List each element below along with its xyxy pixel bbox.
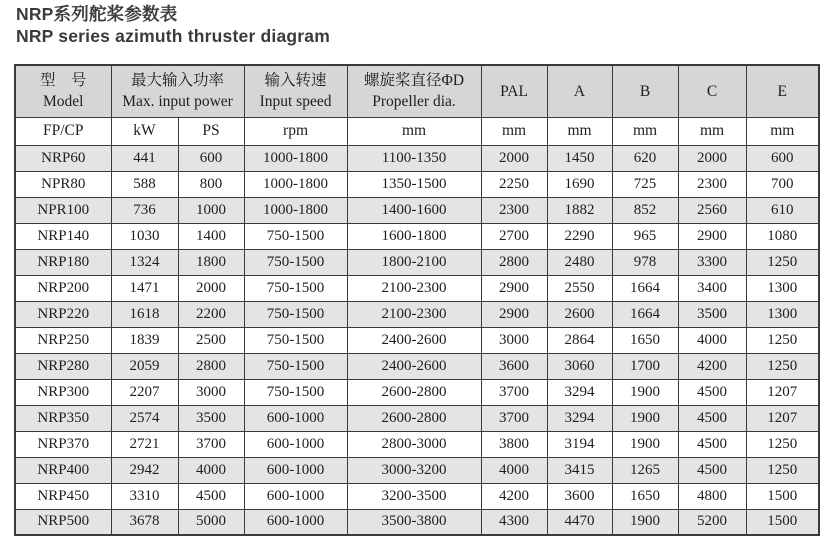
value-cell: 2800 <box>481 249 547 275</box>
value-cell: 3600 <box>481 353 547 379</box>
value-cell: 1690 <box>547 171 612 197</box>
value-cell: 4200 <box>678 353 746 379</box>
col-header-b: B <box>612 65 678 117</box>
value-cell: 3500 <box>678 301 746 327</box>
units-cell-kw: kW <box>111 117 178 145</box>
model-cell: NRP180 <box>15 249 111 275</box>
value-cell: 3678 <box>111 509 178 535</box>
value-cell: 2400-2600 <box>347 327 481 353</box>
value-cell: 3294 <box>547 379 612 405</box>
value-cell: 2207 <box>111 379 178 405</box>
value-cell: 4500 <box>678 379 746 405</box>
value-cell: 2900 <box>481 275 547 301</box>
value-cell: 2942 <box>111 457 178 483</box>
value-cell: 2000 <box>178 275 244 301</box>
value-cell: 725 <box>612 171 678 197</box>
value-cell: 1839 <box>111 327 178 353</box>
model-cell: NRP370 <box>15 431 111 457</box>
value-cell: 1080 <box>746 223 819 249</box>
value-cell: 1900 <box>612 379 678 405</box>
col-header-propeller-dia-zh: 螺旋桨直径ΦD <box>364 72 465 90</box>
value-cell: 3000 <box>178 379 244 405</box>
value-cell: 1900 <box>612 431 678 457</box>
model-cell: NRP140 <box>15 223 111 249</box>
col-header-input-speed <box>244 65 347 117</box>
table-row <box>15 275 819 301</box>
col-header-input-speed-en: Input speed <box>259 93 332 111</box>
value-cell: 3600 <box>547 483 612 509</box>
value-cell: 750-1500 <box>244 249 347 275</box>
page-header <box>0 0 830 47</box>
value-cell: 3800 <box>481 431 547 457</box>
units-cell-e-mm: mm <box>746 117 819 145</box>
col-header-propeller-dia-en: Propeller dia. <box>372 93 456 111</box>
units-cell-ps: PS <box>178 117 244 145</box>
value-cell: 1000-1800 <box>244 145 347 171</box>
value-cell: 750-1500 <box>244 301 347 327</box>
value-cell: 1250 <box>746 249 819 275</box>
value-cell: 1500 <box>746 509 819 535</box>
col-header-max-input-power-en: Max. input power <box>122 93 233 111</box>
value-cell: 1650 <box>612 327 678 353</box>
value-cell: 4500 <box>678 457 746 483</box>
model-cell: NPR100 <box>15 197 111 223</box>
value-cell: 4000 <box>178 457 244 483</box>
value-cell: 3194 <box>547 431 612 457</box>
table-row <box>15 353 819 379</box>
col-header-c: C <box>678 65 746 117</box>
value-cell: 2600 <box>547 301 612 327</box>
value-cell: 4300 <box>481 509 547 535</box>
page-title-zh: NRP系列舵桨参数表 <box>16 4 178 24</box>
units-cell-model: FP/CP <box>15 117 111 145</box>
value-cell: 3700 <box>481 379 547 405</box>
value-cell: 1600-1800 <box>347 223 481 249</box>
value-cell: 2059 <box>111 353 178 379</box>
value-cell: 1250 <box>746 353 819 379</box>
value-cell: 1300 <box>746 275 819 301</box>
col-header-max-input-power <box>111 65 244 117</box>
value-cell: 4500 <box>178 483 244 509</box>
units-row <box>15 117 819 145</box>
value-cell: 2000 <box>678 145 746 171</box>
value-cell: 3700 <box>178 431 244 457</box>
value-cell: 600-1000 <box>244 483 347 509</box>
value-cell: 2600-2800 <box>347 405 481 431</box>
col-header-pal: PAL <box>481 65 547 117</box>
value-cell: 441 <box>111 145 178 171</box>
model-cell: NRP220 <box>15 301 111 327</box>
value-cell: 1800-2100 <box>347 249 481 275</box>
model-cell: NRP400 <box>15 457 111 483</box>
value-cell: 1450 <box>547 145 612 171</box>
value-cell: 1030 <box>111 223 178 249</box>
value-cell: 4800 <box>678 483 746 509</box>
col-header-input-speed-zh: 输入转速 <box>264 72 327 90</box>
table-row <box>15 483 819 509</box>
table-row <box>15 405 819 431</box>
value-cell: 2100-2300 <box>347 275 481 301</box>
value-cell: 1250 <box>746 457 819 483</box>
value-cell: 4500 <box>678 405 746 431</box>
value-cell: 1207 <box>746 379 819 405</box>
value-cell: 700 <box>746 171 819 197</box>
model-cell: NRP200 <box>15 275 111 301</box>
value-cell: 3000-3200 <box>347 457 481 483</box>
value-cell: 4000 <box>678 327 746 353</box>
value-cell: 2574 <box>111 405 178 431</box>
value-cell: 2560 <box>678 197 746 223</box>
value-cell: 1300 <box>746 301 819 327</box>
units-cell-pal-mm: mm <box>481 117 547 145</box>
units-cell-propeller-mm: mm <box>347 117 481 145</box>
value-cell: 2290 <box>547 223 612 249</box>
value-cell: 965 <box>612 223 678 249</box>
value-cell: 600-1000 <box>244 509 347 535</box>
value-cell: 3310 <box>111 483 178 509</box>
value-cell: 2900 <box>481 301 547 327</box>
table-row <box>15 223 819 249</box>
value-cell: 1000-1800 <box>244 197 347 223</box>
value-cell: 3000 <box>481 327 547 353</box>
value-cell: 750-1500 <box>244 275 347 301</box>
value-cell: 610 <box>746 197 819 223</box>
value-cell: 3500-3800 <box>347 509 481 535</box>
value-cell: 3700 <box>481 405 547 431</box>
value-cell: 1471 <box>111 275 178 301</box>
units-cell-c-mm: mm <box>678 117 746 145</box>
value-cell: 588 <box>111 171 178 197</box>
value-cell: 750-1500 <box>244 353 347 379</box>
value-cell: 2800 <box>178 353 244 379</box>
value-cell: 620 <box>612 145 678 171</box>
value-cell: 3415 <box>547 457 612 483</box>
value-cell: 978 <box>612 249 678 275</box>
value-cell: 1207 <box>746 405 819 431</box>
value-cell: 800 <box>178 171 244 197</box>
value-cell: 3060 <box>547 353 612 379</box>
value-cell: 1250 <box>746 431 819 457</box>
value-cell: 1882 <box>547 197 612 223</box>
table-row <box>15 197 819 223</box>
value-cell: 1664 <box>612 275 678 301</box>
value-cell: 2250 <box>481 171 547 197</box>
value-cell: 2900 <box>678 223 746 249</box>
value-cell: 600 <box>178 145 244 171</box>
model-cell: NRP60 <box>15 145 111 171</box>
value-cell: 4470 <box>547 509 612 535</box>
header-row <box>15 65 819 117</box>
col-header-model-zh: 型 号 <box>39 72 87 90</box>
table-row <box>15 145 819 171</box>
value-cell: 2721 <box>111 431 178 457</box>
value-cell: 1400 <box>178 223 244 249</box>
model-cell: NRP450 <box>15 483 111 509</box>
value-cell: 600 <box>746 145 819 171</box>
model-cell: NRP500 <box>15 509 111 535</box>
page-title-en: NRP series azimuth thruster diagram <box>16 26 330 46</box>
value-cell: 1000 <box>178 197 244 223</box>
col-header-max-input-power-zh: 最大输入功率 <box>131 72 225 90</box>
value-cell: 2800-3000 <box>347 431 481 457</box>
value-cell: 1100-1350 <box>347 145 481 171</box>
value-cell: 1618 <box>111 301 178 327</box>
value-cell: 3500 <box>178 405 244 431</box>
value-cell: 750-1500 <box>244 223 347 249</box>
value-cell: 2600-2800 <box>347 379 481 405</box>
thruster-spec-table <box>14 64 820 536</box>
value-cell: 600-1000 <box>244 431 347 457</box>
value-cell: 2864 <box>547 327 612 353</box>
model-cell: NRP350 <box>15 405 111 431</box>
value-cell: 1350-1500 <box>347 171 481 197</box>
value-cell: 2100-2300 <box>347 301 481 327</box>
value-cell: 5200 <box>678 509 746 535</box>
value-cell: 600-1000 <box>244 457 347 483</box>
value-cell: 1650 <box>612 483 678 509</box>
value-cell: 1800 <box>178 249 244 275</box>
value-cell: 5000 <box>178 509 244 535</box>
value-cell: 4200 <box>481 483 547 509</box>
value-cell: 600-1000 <box>244 405 347 431</box>
value-cell: 1500 <box>746 483 819 509</box>
value-cell: 750-1500 <box>244 379 347 405</box>
value-cell: 736 <box>111 197 178 223</box>
table-row <box>15 457 819 483</box>
table-row <box>15 249 819 275</box>
units-cell-b-mm: mm <box>612 117 678 145</box>
col-header-a: A <box>547 65 612 117</box>
value-cell: 3300 <box>678 249 746 275</box>
table-body <box>15 145 819 535</box>
units-cell-rpm: rpm <box>244 117 347 145</box>
model-cell: NPR80 <box>15 171 111 197</box>
model-cell: NRP280 <box>15 353 111 379</box>
value-cell: 4000 <box>481 457 547 483</box>
value-cell: 2400-2600 <box>347 353 481 379</box>
table-row <box>15 431 819 457</box>
value-cell: 4500 <box>678 431 746 457</box>
value-cell: 1250 <box>746 327 819 353</box>
value-cell: 2300 <box>481 197 547 223</box>
value-cell: 2200 <box>178 301 244 327</box>
col-header-propeller-dia <box>347 65 481 117</box>
value-cell: 1400-1600 <box>347 197 481 223</box>
value-cell: 2000 <box>481 145 547 171</box>
value-cell: 2550 <box>547 275 612 301</box>
value-cell: 3294 <box>547 405 612 431</box>
table-row <box>15 379 819 405</box>
value-cell: 2480 <box>547 249 612 275</box>
table-row <box>15 509 819 535</box>
table-row <box>15 301 819 327</box>
model-cell: NRP250 <box>15 327 111 353</box>
value-cell: 1900 <box>612 509 678 535</box>
value-cell: 1324 <box>111 249 178 275</box>
value-cell: 2500 <box>178 327 244 353</box>
col-header-model-en: Model <box>43 93 84 111</box>
value-cell: 1000-1800 <box>244 171 347 197</box>
value-cell: 852 <box>612 197 678 223</box>
table-row <box>15 171 819 197</box>
value-cell: 3200-3500 <box>347 483 481 509</box>
value-cell: 1664 <box>612 301 678 327</box>
model-cell: NRP300 <box>15 379 111 405</box>
col-header-e: E <box>746 65 819 117</box>
value-cell: 1900 <box>612 405 678 431</box>
table-row <box>15 327 819 353</box>
value-cell: 1700 <box>612 353 678 379</box>
value-cell: 1265 <box>612 457 678 483</box>
col-header-model <box>15 65 111 117</box>
value-cell: 2300 <box>678 171 746 197</box>
value-cell: 3400 <box>678 275 746 301</box>
units-cell-a-mm: mm <box>547 117 612 145</box>
value-cell: 2700 <box>481 223 547 249</box>
value-cell: 750-1500 <box>244 327 347 353</box>
